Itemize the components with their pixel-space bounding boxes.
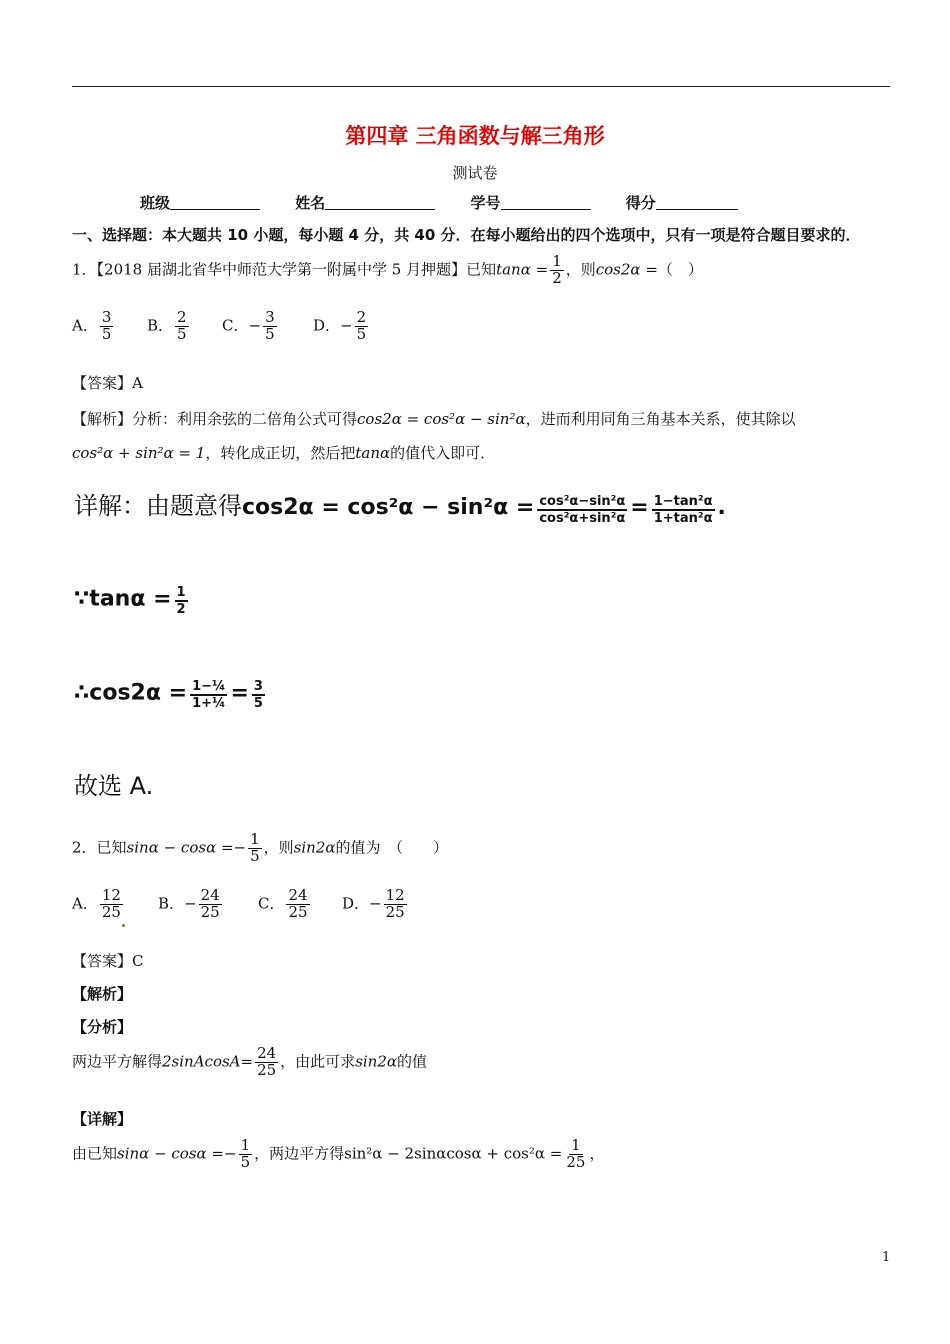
fraction: $\frac{\text{1−¼}}{\text{1+¼}}$ — [192, 679, 226, 711]
chapter-title: 第四章 三角函数与解三角形 — [345, 124, 605, 148]
student-id-field[interactable]: 学号 — [471, 192, 591, 213]
name-field[interactable]: 姓名 — [295, 192, 435, 213]
q2-option-a[interactable]: A． $\frac{12}{25}$ — [72, 886, 121, 921]
q2-option-b[interactable]: B．− $\frac{24}{25}$ — [158, 886, 220, 921]
q2-detail-line: 由已知sinα − cosα =− $\frac{1}{5}$ ，两边平方得sin²α − 2sinαcosα + cos²α = $\frac{1}{25}$ ， — [72, 1136, 605, 1171]
question-2-stem: 2．已知sinα − cosα =− $\frac{1}{5}$ ，则sin2α的值为 （ ） — [72, 830, 449, 865]
score-field[interactable]: 得分 — [626, 192, 738, 213]
q1-analysis-line-1: 【解析】分析：利用余弦的二倍角公式可得cos2α = cos²α − sin²α，进而利用同角三角基本关系，使其除以 — [72, 410, 796, 428]
q1-therefore-line: ∴cos2α = $\frac{\text{1−¼}}{\text{1+¼}}$ = $\frac{3}{5}$ — [74, 679, 263, 711]
class-field[interactable]: 班级 — [140, 192, 260, 213]
section-heading: 一、选择题：本大题共 10 小题，每小题 4 分，共 40 分．在每小题给出的四个选项中，只有一项是符合题目要求的． — [72, 226, 861, 244]
fraction: $\frac{\text{cos²α−sin²α}}{\text{cos²α+sin²α}}$ — [539, 493, 626, 526]
fraction: $\frac{1}{5}$ — [240, 1136, 251, 1171]
q2-square-line: 两边平方解得2sinAcosA= $\frac{24}{25}$ ，由此可求sin2α的值 — [72, 1044, 428, 1079]
q1-option-a[interactable]: A． $\frac{3}{5}$ — [72, 308, 112, 343]
fraction: $\frac{1}{25}$ — [566, 1136, 586, 1171]
q1-detail-line: 详解：由题意得cos2α = cos²α − sin²α = $\frac{\text{cos²α−sin²α}}{\text{cos²α+sin²α}}$ = $\frac{\text{1−tan²α}}{\text{1+tan²α}}$ . — [74, 492, 726, 526]
q2-option-c[interactable]: C． $\frac{24}{25}$ — [258, 886, 308, 921]
question-1-stem: 1．【2018 届湖北省华中师范大学第一附属中学 5 月押题】已知tanα = $\frac{1}{2}$ ，则cos2α =（ ） — [72, 252, 703, 287]
fraction: $\frac{24}{25}$ — [257, 1044, 277, 1079]
q1-analysis-line-2: cos²α + sin²α = 1，转化成正切，然后把tanα的值代入即可． — [72, 444, 496, 462]
q2-fenxi: 【分析】 — [72, 1018, 133, 1036]
q1-option-d[interactable]: D．− $\frac{2}{5}$ — [313, 308, 367, 343]
fraction: $\frac{\text{1−tan²α}}{\text{1+tan²α}}$ — [653, 493, 713, 526]
student-info-fields — [140, 192, 768, 213]
stray-dot — [122, 924, 125, 927]
q1-answer: 【答案】A — [72, 374, 143, 392]
q2-option-d[interactable]: D．− $\frac{12}{25}$ — [342, 886, 405, 921]
q1-option-c[interactable]: C．− $\frac{3}{5}$ — [222, 308, 275, 343]
q1-because-line: ∵tanα = $\frac{1}{2}$ — [74, 585, 186, 617]
q1-option-b[interactable]: B． $\frac{2}{5}$ — [147, 308, 187, 343]
fraction: $\frac{1}{2}$ — [176, 585, 186, 617]
test-subtitle: 测试卷 — [452, 164, 498, 182]
q1-choose: 故选 A. — [74, 772, 154, 800]
q2-jiexi: 【解析】 — [72, 985, 133, 1003]
fraction: $\frac{3}{5}$ — [253, 679, 263, 711]
fraction: $\frac{1}{2}$ — [552, 252, 562, 287]
header-rule — [72, 86, 890, 87]
page-number: 1 — [882, 1250, 891, 1265]
q2-answer: 【答案】C — [72, 952, 144, 970]
q2-xiangjie: 【详解】 — [72, 1110, 133, 1128]
fraction: $\frac{1}{5}$ — [250, 830, 260, 865]
